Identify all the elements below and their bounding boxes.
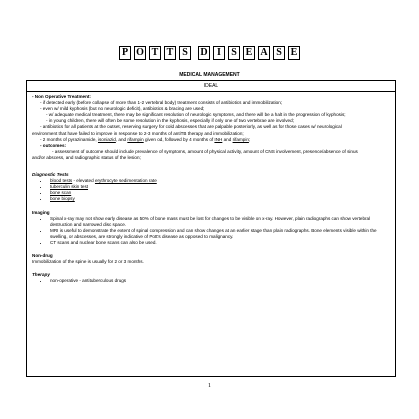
- title-letter: P: [119, 46, 131, 60]
- title-letter: S: [228, 46, 240, 60]
- diagnostic-heading: Diagnostic Tests: [32, 172, 69, 178]
- imaging-list: [32, 216, 390, 246]
- nondrug-heading: Non-drug: [32, 253, 53, 259]
- non-op-line: - w/ adequate medical treatment, there may be significant resolution of neurologic symptoms, and there will be a halt in the progression of kyphosis;: [46, 112, 346, 118]
- title-letter: S: [179, 46, 191, 60]
- title-letter: S: [273, 46, 285, 60]
- drug-link[interactable]: isoniazid: [97, 136, 116, 142]
- title-letter: O: [134, 46, 146, 60]
- outcomes-line: and/or abscess, and radiographic status of the lesion;: [32, 154, 141, 160]
- title-letter: E: [243, 46, 255, 60]
- title-letter: T: [149, 46, 161, 60]
- drug-link[interactable]: INH: [214, 136, 223, 142]
- management-table: [26, 80, 396, 377]
- blood-tests-link[interactable]: blood tests: [50, 178, 73, 184]
- bone-biopsy-link[interactable]: bone biopsy: [50, 196, 75, 202]
- section-subtitle: MEDICAL MANAGEMENT: [179, 72, 240, 78]
- drug-regimen-line: - 2 months of pyrazinamide, isoniazid, and rifampin given od, followed by 4 months of INH and rifampin;: [40, 136, 251, 142]
- title-letter: T: [164, 46, 176, 60]
- drug-link[interactable]: rifampin: [232, 136, 249, 142]
- title-letter: D: [198, 46, 210, 60]
- list-item: • Spinal x-ray may not show early disease as 50% of bone mass must be lost for changes to be visible on x-ray. However, plain radiographs can show vertebral destruction and narrowed disc space.: [49, 216, 390, 228]
- page-number: 1: [208, 383, 211, 389]
- outcomes-line: - assessment of outcome should include prevalence of symptoms, amount of physical activity, amount of CNS involvement, presence/absence of sinus: [52, 148, 358, 154]
- drug-link[interactable]: rifampin: [127, 136, 144, 142]
- non-op-heading: - Non Operative Treatment:: [32, 94, 91, 99]
- title-letter: E: [288, 46, 300, 60]
- non-op-line: - even w/ mild kyphosis (but no neurologic deficit), antibiotics & bracing are used;: [40, 106, 205, 112]
- title-letter: A: [258, 46, 270, 60]
- title-letter: I: [213, 46, 225, 60]
- diagnostic-list: [32, 178, 390, 202]
- bone-scan-link[interactable]: bone scan: [50, 190, 72, 196]
- therapy-list: [32, 278, 390, 284]
- imaging-heading: Imaging: [32, 209, 50, 215]
- list-item: • non-operative - antituberculous drugs: [49, 278, 390, 284]
- tuberculin-link[interactable]: tuberculin skin test: [50, 184, 89, 190]
- esr-link[interactable]: erythrocyte sedimentation rate: [94, 178, 157, 184]
- outcomes-heading: - outcomes:: [40, 142, 67, 148]
- non-op-line: - in young children, there will often be some resolution in the kyphosis, especially if only one of two vertebrae are involved;: [46, 118, 294, 124]
- list-item: • MRI is useful to demonstrate the extent of spinal compression and can show changes at an earlier stage than plain radiographs. Bone elements visible within the swelling, or abscesses, are strongly indicative of Pott's disease as opposed to malignancy.: [49, 228, 390, 240]
- list-item: • CT scans and nuclear bone scans can also be used.: [49, 240, 390, 246]
- document-title: [0, 46, 419, 60]
- table-cell: [27, 92, 395, 284]
- list-item: • blood tests - elevated erythrocyte sedimentation rate: [49, 178, 390, 184]
- nondrug-text: Immobilization of the spine is usually for 2 or 3 months.: [32, 259, 144, 265]
- non-op-line: - antibiotics for all patients at the outset, reserving surgery for cold abscesses that are palpable posteriorly, as well as for those cases w/ neurological: [40, 124, 342, 130]
- non-op-line: environment that have failed to improve in response to 2-3 months of antiTB therapy and immobilization;: [32, 130, 244, 136]
- table-header: IDEAL: [27, 81, 395, 92]
- non-op-line: - if detected early (before collapse of more than 1-2 vertebral body) treatment consists of antibiotics and immobilization;: [40, 100, 283, 106]
- therapy-heading: Therapy: [32, 272, 50, 278]
